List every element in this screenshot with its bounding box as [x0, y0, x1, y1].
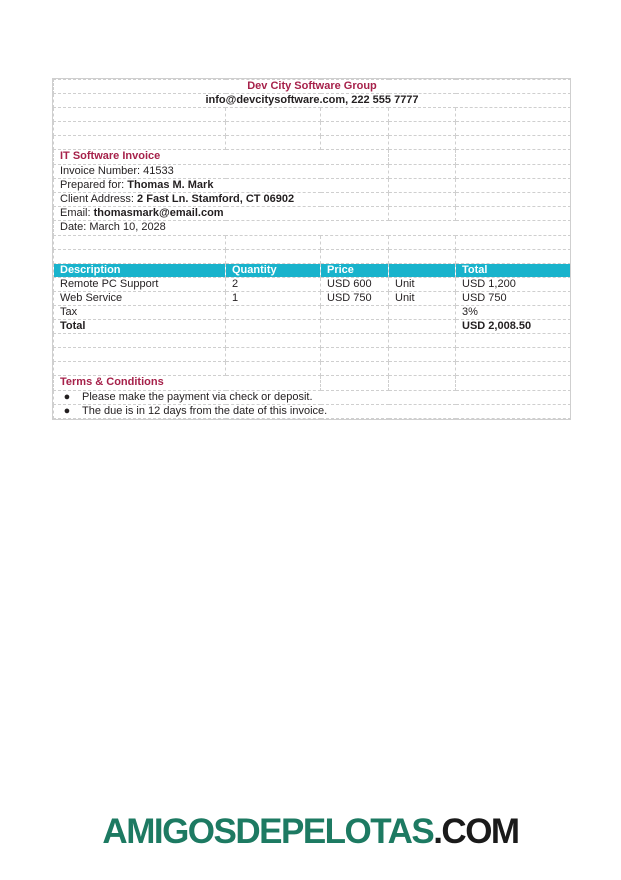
terms-title-row — [54, 376, 571, 390]
table-row-tax — [54, 306, 571, 320]
invoice-sheet — [52, 78, 571, 420]
spacer-row — [54, 108, 571, 122]
email-row — [54, 207, 571, 221]
spacer-cell — [226, 122, 321, 136]
cell-description: Web Service — [54, 291, 226, 305]
cell-price: USD 600 — [321, 277, 389, 291]
spacer-cell — [456, 235, 571, 249]
watermark-primary: AMIGOSDEPELOTAS — [102, 812, 434, 851]
company-contact: info@devcitysoftware.com, 222 555 7777 — [54, 94, 571, 108]
spacer-cell — [321, 362, 389, 376]
invoice-number-cell — [54, 164, 389, 178]
client-address-cell — [54, 192, 389, 206]
cell-description: Remote PC Support — [54, 277, 226, 291]
spacer-cell — [389, 192, 456, 206]
company-name: Dev City Software Group — [54, 80, 571, 94]
spacer-cell — [54, 249, 226, 263]
cell-quantity — [226, 306, 321, 320]
bullet-icon: ● — [63, 390, 71, 403]
column-header-quantity: Quantity — [226, 263, 321, 277]
terms-item — [54, 404, 571, 418]
terms-item-text: The due is in 12 days from the date of this invoice. — [82, 404, 328, 417]
client-address-value: 2 Fast Ln. Stamford, CT 06902 — [137, 192, 295, 205]
email-label: Email: — [60, 207, 94, 220]
spacer-cell — [321, 136, 389, 150]
spacer-cell — [226, 136, 321, 150]
cell-quantity: 1 — [226, 291, 321, 305]
spacer-cell — [456, 192, 571, 206]
date-cell — [54, 221, 571, 235]
cell-total: USD 750 — [456, 291, 571, 305]
cell-total: USD 1,200 — [456, 277, 571, 291]
client-address-label: Client Address: — [60, 192, 138, 205]
spacer-cell — [456, 178, 571, 192]
cell-unit: Unit — [389, 291, 456, 305]
spacer-cell — [389, 178, 456, 192]
date-value: March 10, 2028 — [89, 221, 166, 234]
column-header-price: Price — [321, 263, 389, 277]
spacer-cell — [54, 348, 226, 362]
spacer-cell — [226, 108, 321, 122]
spacer-cell — [321, 376, 389, 390]
spacer-cell — [389, 164, 456, 178]
spacer-cell — [321, 334, 389, 348]
prepared-for-label: Prepared for: — [60, 178, 128, 191]
spacer-cell — [389, 249, 456, 263]
cell-unit — [389, 306, 456, 320]
spacer-cell — [54, 334, 226, 348]
terms-item — [54, 390, 571, 404]
cell-total: USD 2,008.50 — [456, 320, 571, 334]
terms-title: Terms & Conditions — [54, 376, 321, 390]
invoice-number-row — [54, 164, 571, 178]
spacer-row — [54, 235, 571, 249]
spacer-cell — [389, 150, 456, 164]
spacer-cell — [54, 362, 226, 376]
spacer-cell — [321, 108, 389, 122]
spacer-cell — [389, 108, 456, 122]
spacer-cell — [389, 376, 456, 390]
spacer-cell — [226, 235, 321, 249]
spacer-cell — [456, 136, 571, 150]
spacer-cell — [54, 136, 226, 150]
spacer-row — [54, 249, 571, 263]
email-value: thomasmark@email.com — [93, 207, 224, 220]
email-cell — [54, 207, 389, 221]
column-header-unit — [389, 263, 456, 277]
terms-item-row — [54, 390, 571, 404]
terms-item-row — [54, 404, 571, 418]
column-header-description: Description — [54, 263, 226, 277]
spacer-cell — [389, 334, 456, 348]
spacer-cell — [226, 348, 321, 362]
table-row — [54, 277, 571, 291]
spacer-cell — [321, 235, 389, 249]
spacer-cell — [389, 362, 456, 376]
prepared-for-value: Thomas M. Mark — [127, 178, 214, 191]
cell-unit: Unit — [389, 277, 456, 291]
spacer-cell — [54, 108, 226, 122]
cell-price — [321, 306, 389, 320]
spacer-cell — [226, 362, 321, 376]
cell-quantity — [226, 320, 321, 334]
spacer-cell — [389, 122, 456, 136]
spacer-cell — [389, 207, 456, 221]
spacer-cell — [389, 235, 456, 249]
spacer-cell — [456, 334, 571, 348]
column-header-total: Total — [456, 263, 571, 277]
cell-quantity: 2 — [226, 277, 321, 291]
watermark — [0, 812, 621, 852]
spacer-row — [54, 334, 571, 348]
bullet-icon: ● — [63, 404, 71, 417]
cell-description: Tax — [54, 306, 226, 320]
prepared-for-cell — [54, 178, 389, 192]
spacer-cell — [389, 348, 456, 362]
invoice-number-label: Invoice Number: — [60, 164, 144, 177]
spacer-cell — [456, 376, 571, 390]
spacer-cell — [456, 362, 571, 376]
spacer-cell — [389, 136, 456, 150]
spacer-cell — [226, 334, 321, 348]
spacer-cell — [54, 122, 226, 136]
table-row-total — [54, 320, 571, 334]
invoice-table — [53, 79, 571, 419]
company-name-row — [54, 80, 571, 94]
invoice-number-value: 41533 — [143, 164, 174, 177]
spacer-cell — [321, 348, 389, 362]
cell-total: 3% — [456, 306, 571, 320]
watermark-suffix: .COM — [433, 812, 519, 851]
spacer-row — [54, 362, 571, 376]
date-label: Date: — [60, 221, 90, 234]
spacer-cell — [456, 150, 571, 164]
cell-price — [321, 320, 389, 334]
spacer-cell — [226, 249, 321, 263]
spacer-row — [54, 136, 571, 150]
page-title: IT Software Invoice — [54, 150, 389, 164]
cell-price: USD 750 — [321, 291, 389, 305]
spacer-cell — [456, 122, 571, 136]
spacer-cell — [321, 122, 389, 136]
prepared-for-row — [54, 178, 571, 192]
doc-title-row — [54, 150, 571, 164]
terms-item-text: Please make the payment via check or deposit. — [82, 390, 313, 403]
table-header-row — [54, 263, 571, 277]
spacer-cell — [456, 249, 571, 263]
spacer-cell — [321, 249, 389, 263]
spacer-cell — [456, 207, 571, 221]
table-row — [54, 291, 571, 305]
spacer-row — [54, 122, 571, 136]
spacer-row — [54, 348, 571, 362]
spacer-cell — [456, 348, 571, 362]
company-contact-row — [54, 94, 571, 108]
date-row — [54, 221, 571, 235]
cell-unit — [389, 320, 456, 334]
spacer-cell — [456, 164, 571, 178]
spacer-cell — [456, 108, 571, 122]
client-address-row — [54, 192, 571, 206]
cell-description: Total — [54, 320, 226, 334]
spacer-cell — [54, 235, 226, 249]
